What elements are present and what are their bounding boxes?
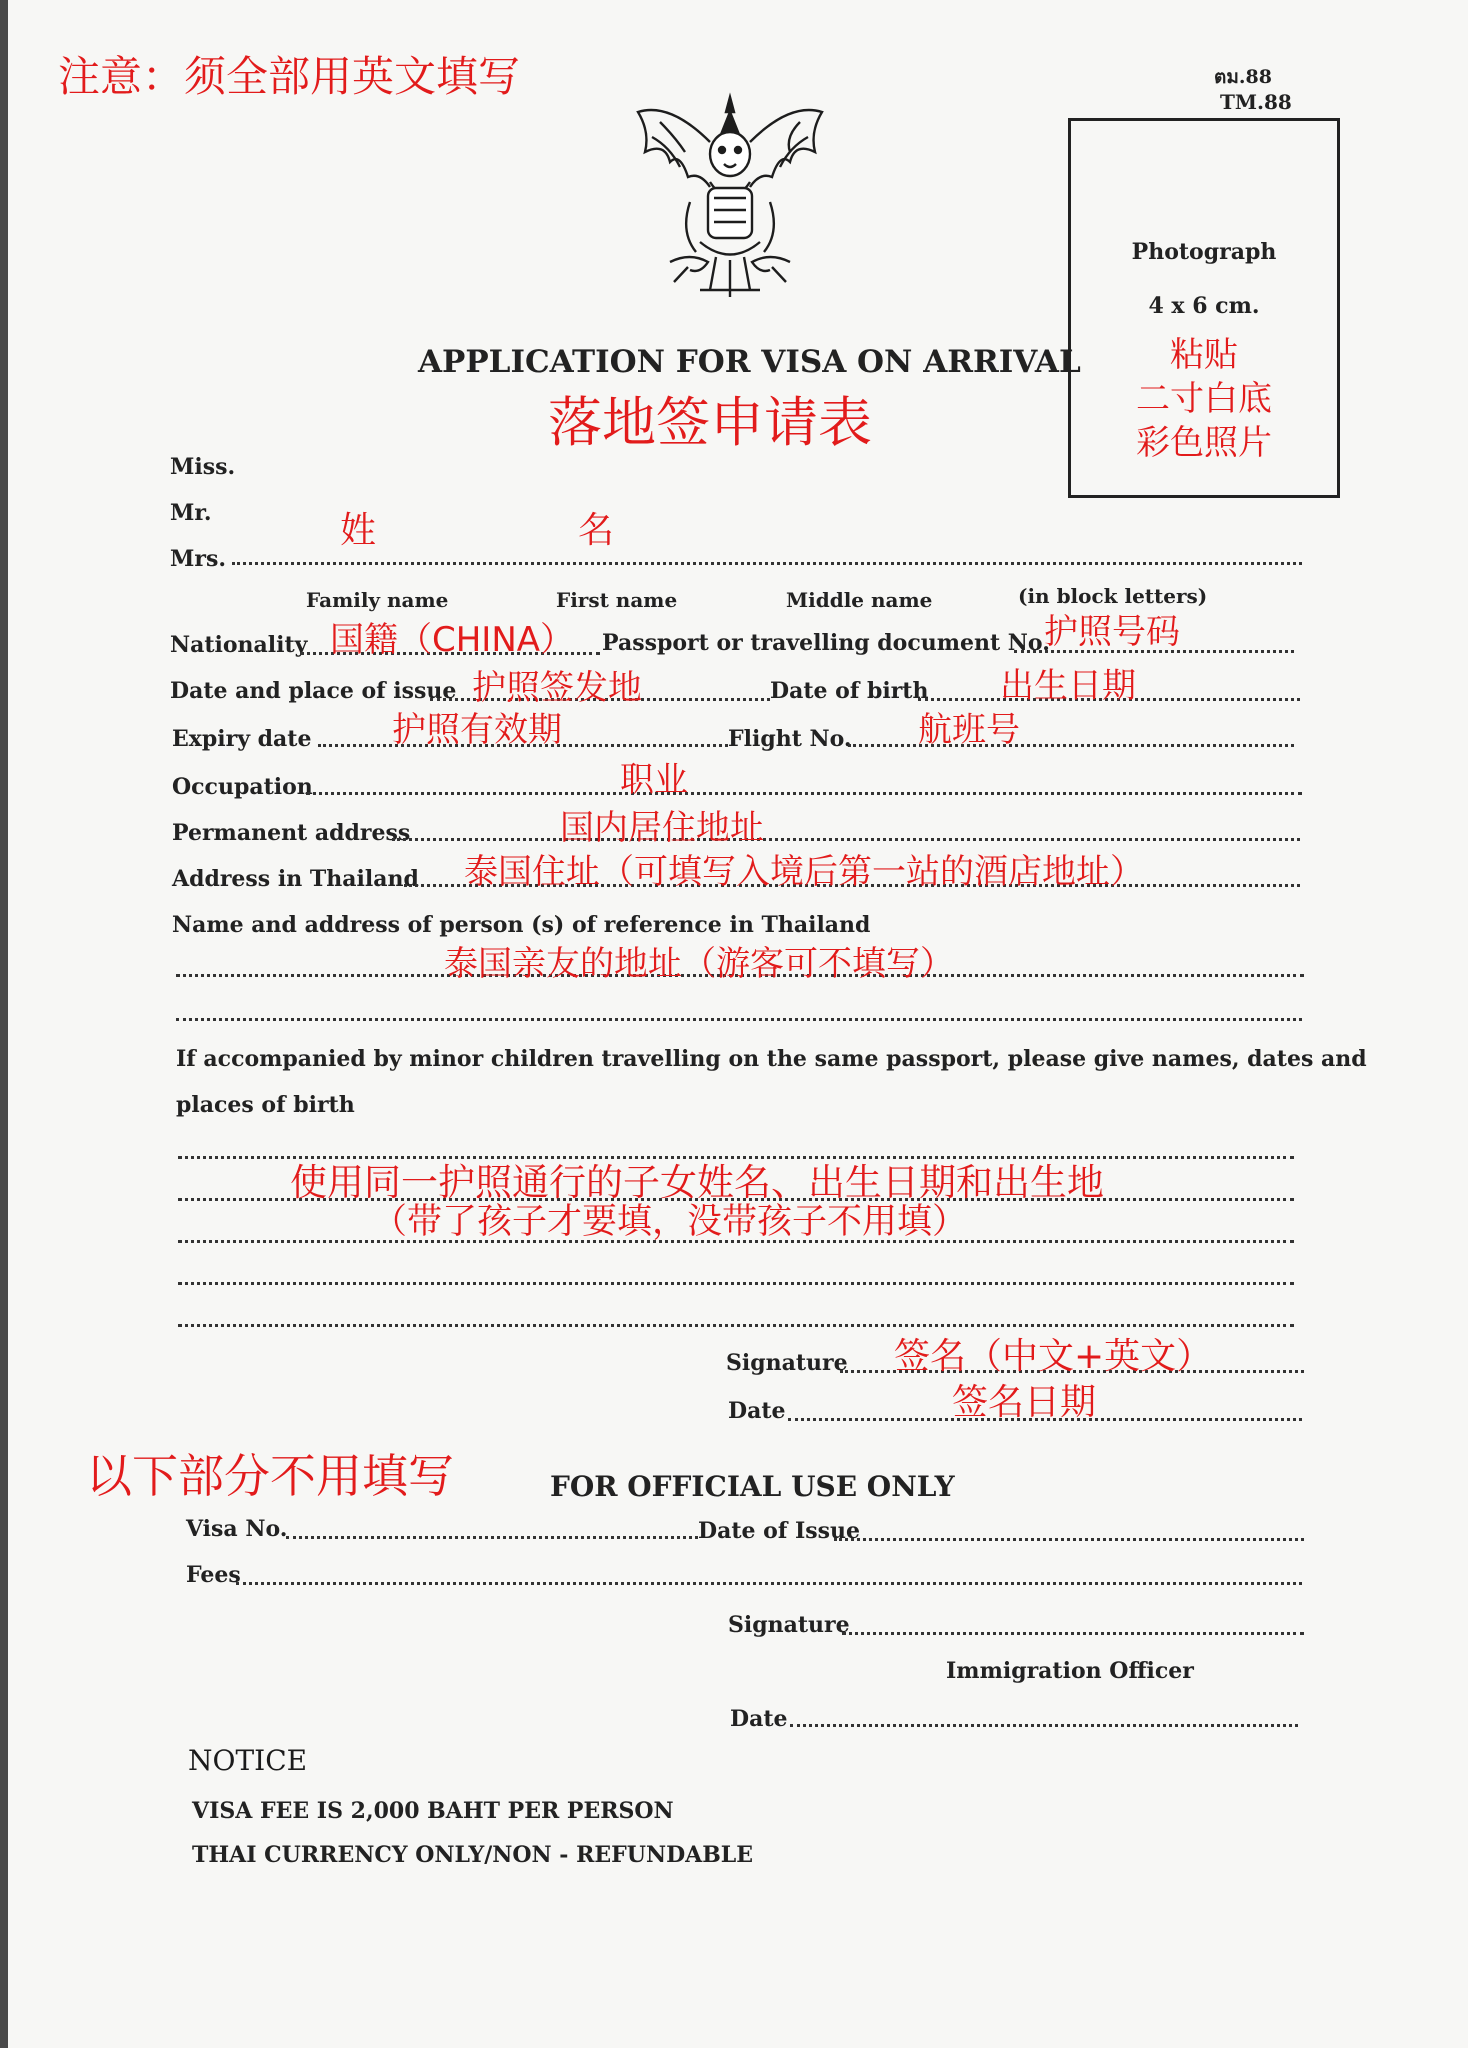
hint-signature: 签名（中文+英文） [894, 1336, 1213, 1377]
title-miss: Miss. [170, 454, 236, 480]
children-text-2: places of birth [176, 1092, 355, 1118]
label-expiry: Expiry date [172, 726, 312, 752]
photo-note-3: 彩色照片 [1136, 423, 1272, 463]
label-immigration-officer: Immigration Officer [946, 1658, 1194, 1684]
garuda-emblem [630, 92, 830, 302]
occupation-field[interactable] [306, 792, 1302, 795]
title-mr: Mr. [170, 500, 212, 526]
form-code-thai: ตม.88 [1214, 66, 1272, 88]
form-code-eng: TM.88 [1220, 90, 1292, 114]
label-signature: Signature [726, 1350, 848, 1376]
visa-no-field[interactable] [286, 1536, 698, 1539]
flight-field[interactable] [848, 744, 1294, 747]
label-occupation: Occupation [172, 774, 313, 800]
label-dob: Date of birth [770, 678, 929, 704]
hint-reference: 泰国亲友的地址（游客可不填写） [444, 944, 954, 984]
label-block-letters: (in block letters) [1018, 584, 1208, 608]
label-official-date: Date [730, 1706, 788, 1732]
label-permanent: Permanent address [172, 820, 411, 846]
label-reference: Name and address of person (s) of reference in Thailand [172, 912, 871, 938]
hint-family-name: 姓 [340, 510, 377, 551]
notice-line-1: VISA FEE IS 2,000 BAHT PER PERSON [192, 1798, 674, 1824]
hint-issue: 护照签发地 [472, 668, 642, 708]
official-signature-field[interactable] [842, 1632, 1304, 1635]
hint-children-1: 使用同一护照通行的子女姓名、出生日期和出生地 [290, 1161, 1104, 1204]
hint-thai-address: 泰国住址（可填写入境后第一站的酒店地址） [464, 852, 1144, 892]
label-thai-address: Address in Thailand [172, 866, 419, 892]
photo-box [1068, 118, 1340, 498]
name-field[interactable] [232, 562, 1302, 565]
official-title: FOR OFFICIAL USE ONLY [550, 1470, 955, 1503]
hint-nationality: 国籍（CHINA） [330, 620, 575, 660]
photo-note-2: 二寸白底 [1136, 379, 1272, 419]
reference-field-2[interactable] [176, 1018, 1302, 1021]
label-date: Date [728, 1398, 786, 1424]
notice-title: NOTICE [188, 1744, 308, 1777]
hint-flight: 航班号 [918, 710, 1020, 750]
hint-given-name: 名 [578, 510, 615, 551]
label-date-of-issue: Date of Issue [698, 1518, 861, 1544]
label-middle-name: Middle name [786, 588, 933, 612]
label-flight: Flight No. [728, 726, 852, 752]
label-issue: Date and place of issue [170, 678, 457, 704]
title-mrs: Mrs. [170, 546, 226, 572]
children-field-5[interactable] [178, 1324, 1294, 1327]
top-note: 注意：须全部用英文填写 [58, 52, 521, 101]
label-nationality: Nationality [170, 632, 308, 658]
title-en: APPLICATION FOR VISA ON ARRIVAL [418, 344, 1081, 380]
children-field-4[interactable] [178, 1282, 1294, 1285]
label-passport: Passport or travelling document No. [602, 630, 1050, 656]
hint-expiry: 护照有效期 [392, 710, 562, 750]
hint-date: 签名日期 [952, 1382, 1097, 1423]
label-official-signature: Signature [728, 1612, 850, 1638]
fees-field[interactable] [236, 1582, 1302, 1585]
photo-label: Photograph [1131, 239, 1277, 265]
date-of-issue-field[interactable] [834, 1538, 1304, 1541]
photo-size: 4 x 6 cm. [1148, 293, 1260, 319]
children-text-1: If accompanied by minor children travelling on the same passport, please give names, dates and [176, 1046, 1367, 1072]
hint-occupation: 职业 [620, 760, 688, 800]
scan-edge [0, 0, 8, 2048]
label-fees: Fees [186, 1562, 241, 1588]
notice-line-2: THAI CURRENCY ONLY/NON - REFUNDABLE [192, 1842, 754, 1868]
label-visa-no: Visa No. [186, 1516, 288, 1542]
hint-permanent: 国内居住地址 [560, 808, 764, 848]
photo-note-1: 粘贴 [1170, 335, 1238, 375]
label-first-name: First name [556, 588, 678, 612]
hint-passport: 护照号码 [1044, 612, 1180, 652]
label-family-name: Family name [306, 588, 449, 612]
official-skip-note: 以下部分不用填写 [86, 1449, 454, 1503]
official-date-field[interactable] [790, 1724, 1298, 1727]
hint-dob: 出生日期 [1000, 666, 1136, 706]
hint-children-2: （带了孩子才要填，没带孩子不用填） [372, 1202, 968, 1242]
permanent-field[interactable] [392, 838, 1300, 841]
title-zh: 落地签申请表 [548, 391, 872, 454]
